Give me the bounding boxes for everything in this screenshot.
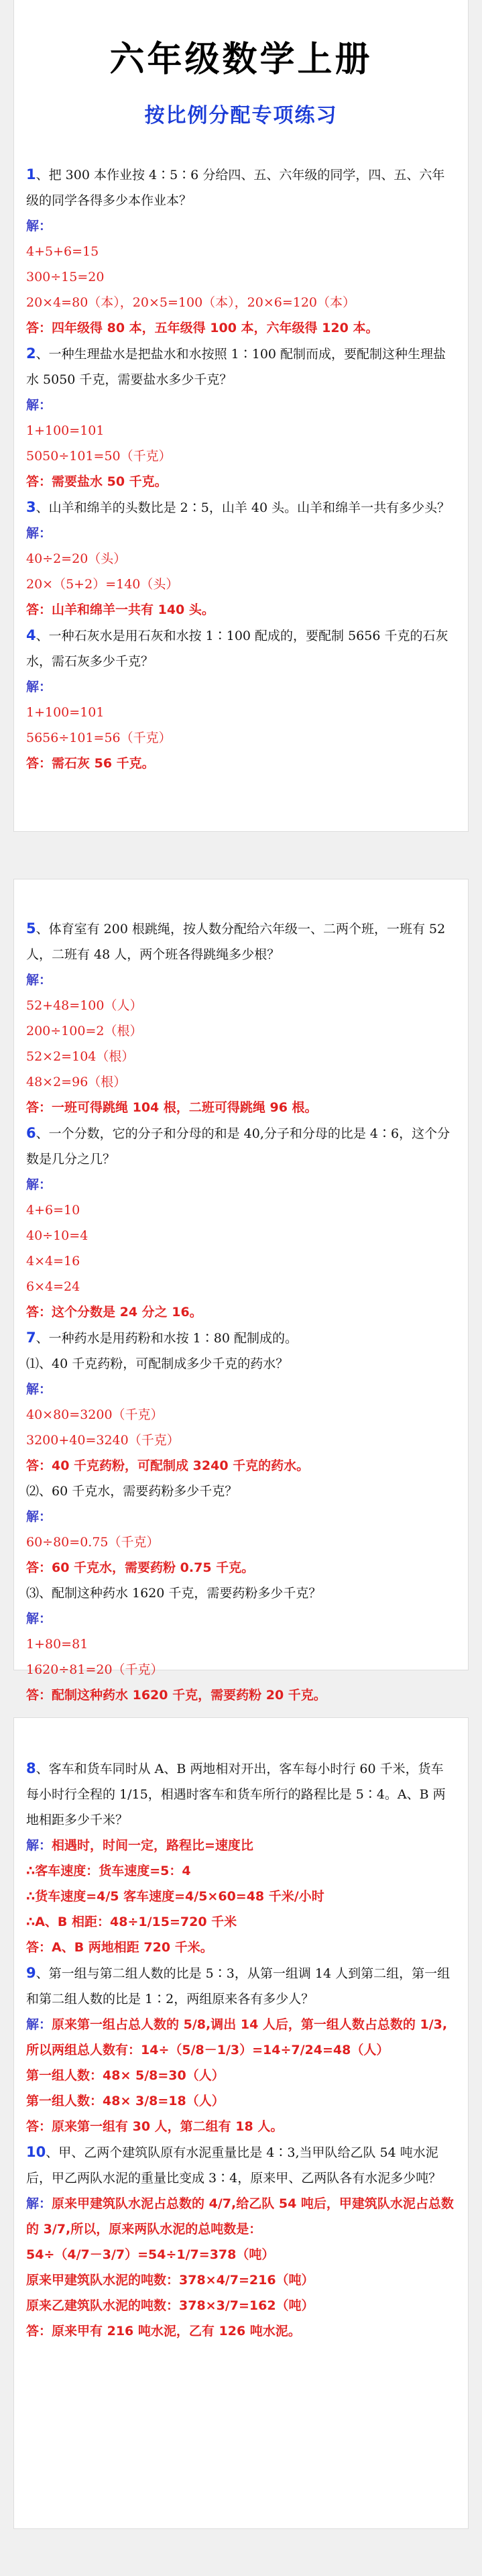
solution-step: 40÷2=20（头） — [26, 551, 127, 566]
answer-line: 答：原来甲有 216 吨水泥，乙有 126 吨水泥。 — [26, 2324, 301, 2339]
question-8 — [26, 1756, 456, 1833]
question-text: 、第一组与第二组人数的比是 5∶3，从第一组调 14 人到第二组，第一组和第二组人数的比是 1∶2，两组原来各有多少人？ — [26, 1966, 450, 2006]
question-text: 、甲、乙两个建筑队原有水泥重量比是 4∶3,当甲队给乙队 54 吨水泥后，甲乙两队水泥的重量比变成 3∶4，原来甲、乙两队各有水泥多少吨？ — [26, 2145, 442, 2186]
solution-step: 52×2=104（根） — [26, 1049, 135, 1064]
question-text: 、一种生理盐水是把盐水和水按照 1∶100 配制而成，要配制这种生理盐水 5050 千克，需要盐水多少千克？ — [26, 347, 446, 387]
solution-intro — [26, 1833, 456, 1858]
solution-step: ∴货车速度=4/5 客车速度=4/5×60=48 千米/小时 — [26, 1889, 324, 1904]
solution-label: 解： — [26, 1382, 52, 1397]
page-title: 六年级数学上册 — [109, 40, 373, 80]
solution-step: 原来乙建筑队水泥的吨数：378×3/7=162（吨） — [26, 2298, 314, 2313]
solution-step: 6×4=24 — [26, 1279, 80, 1294]
solution-text: 相遇时，时间一定，路程比=速度比 — [52, 1838, 253, 1853]
question-9 — [26, 1960, 456, 2012]
solution-label: 解： — [26, 1611, 52, 1626]
question-10 — [26, 2139, 456, 2191]
solution-label: 解： — [26, 2196, 52, 2211]
solution-label: 解： — [26, 1509, 52, 1524]
solution-step: 54÷（4/7－3/7）=54÷1/7=378（吨） — [26, 2247, 275, 2262]
question-text: 、体育室有 200 根跳绳，按人数分配给六年级一、二两个班，一班有 52 人，二班有 48 人，两个班各得跳绳多少根？ — [26, 922, 446, 962]
solution-step: 第一组人数：48× 5/8=30（人） — [26, 2068, 225, 2083]
question-text: 、山羊和绵羊的头数比是 2∶5，山羊 40 头。山羊和绵羊一共有多少头？ — [36, 500, 450, 515]
solution-step: 1+100=101 — [26, 423, 105, 438]
question-7 — [26, 1325, 456, 1351]
question-1 — [26, 162, 456, 213]
question-4 — [26, 623, 456, 674]
sub-question-3: ⑶、配制这种药水 1620 千克，需要药粉多少千克？ — [26, 1586, 322, 1601]
solution-label: 解： — [26, 680, 52, 694]
question-number: 8 — [26, 1760, 36, 1776]
question-number: 7 — [26, 1330, 36, 1346]
question-2 — [26, 341, 456, 392]
solution-step: 52+48=100（人） — [26, 998, 143, 1013]
solution-text: 原来甲建筑队水泥占总数的 4/7,给乙队 54 吨后，甲建筑队水泥占总数的 3/7,所以，原来两队水泥的总吨数是： — [26, 2196, 454, 2237]
worksheet-page-2 — [13, 879, 469, 1703]
solution-step: 4×4=16 — [26, 1254, 80, 1269]
solution-step: ∴客车速度：货车速度=5：4 — [26, 1864, 191, 1878]
solution-text: 原来第一组占总人数的 5/8,调出 14 人后，第一组人数占总数的 1/3, — [52, 2017, 448, 2032]
solution-step: 1+100=101 — [26, 705, 105, 720]
solution-step: 20×4=80（本），20×5=100（本），20×6=120（本） — [26, 295, 356, 310]
solution-label: 解： — [26, 398, 52, 413]
solution-step: 4+5+6=15 — [26, 244, 99, 259]
answer-line: 答：需石灰 56 千克。 — [26, 756, 155, 771]
answer-line: 答：配制这种药水 1620 千克，需要药粉 20 千克。 — [26, 1688, 326, 1703]
answer-line: 答：一班可得跳绳 104 根，二班可得跳绳 96 根。 — [26, 1100, 318, 1115]
answer-line: 答：山羊和绵羊一共有 140 头。 — [26, 602, 215, 617]
question-number: 2 — [26, 345, 36, 362]
question-number: 10 — [26, 2144, 46, 2160]
question-number: 6 — [26, 1125, 36, 1141]
question-number: 4 — [26, 627, 36, 643]
answer-line: 答：A、B 两地相距 720 千米。 — [26, 1940, 213, 1955]
solution-step: 40×80=3200（千克） — [26, 1407, 164, 1422]
solution-label: 解： — [26, 973, 52, 987]
answer-line: 答：原来第一组有 30 人，第二组有 18 人。 — [26, 2119, 284, 2134]
question-5 — [26, 916, 456, 967]
solution-step: 1+80=81 — [26, 1637, 88, 1652]
question-text: 、把 300 本作业按 4∶5∶6 分给四、五、六年级的同学，四、五、六年级的同学各得多少本作业本？ — [26, 168, 445, 208]
solution-label: 解： — [26, 2017, 52, 2032]
solution-step: 第一组人数：48× 3/8=18（人） — [26, 2094, 225, 2108]
worksheet-page-3 — [13, 1717, 469, 2529]
solution-step: 5050÷101=50（千克） — [26, 449, 172, 464]
solution-step: 3200+40=3240（千克） — [26, 1433, 180, 1448]
solution-step: 4+6=10 — [26, 1203, 80, 1218]
question-number: 5 — [26, 920, 36, 936]
solution-intro — [26, 2012, 456, 2037]
answer-line: 答：四年级得 80 本，五年级得 100 本，六年级得 120 本。 — [26, 321, 379, 335]
answer-line: 答：需要盐水 50 千克。 — [26, 474, 168, 489]
solution-label: 解： — [26, 1177, 52, 1192]
question-text: 、一种石灰水是用石灰和水按 1∶100 配成的，要配制 5656 千克的石灰水，需石灰多少千克？ — [26, 629, 448, 669]
solution-step: ∴A、B 相距：48÷1/15=720 千米 — [26, 1915, 237, 1929]
solution-step: 40÷10=4 — [26, 1228, 88, 1243]
question-text: 、客车和货车同时从 A、B 两地相对开出，客车每小时行 60 千米，货车每小时行全程的 1/15，相遇时客车和货车所行的路程比是 5∶4。A、B 两地相距多少千米？ — [26, 1762, 446, 1827]
solution-step: 48×2=96（根） — [26, 1075, 127, 1089]
solution-step: 20×（5+2）=140（头） — [26, 577, 179, 592]
solution-label: 解： — [26, 1838, 52, 1853]
question-number: 1 — [26, 166, 36, 182]
question-number: 3 — [26, 499, 36, 515]
solution-step: 5656÷101=56（千克） — [26, 731, 172, 745]
solution-step: 200÷100=2（根） — [26, 1024, 143, 1038]
solution-step: 所以两组总人数有：14÷（5/8－1/3）=14÷7/24=48（人） — [26, 2043, 389, 2057]
page-subtitle: 按比例分配专项练习 — [144, 104, 338, 127]
solution-step: 1620÷81=20（千克） — [26, 1662, 164, 1677]
solution-label: 解： — [26, 526, 52, 541]
sub-question-1: ⑴、40 千克药粉，可配制成多少千克的药水？ — [26, 1356, 289, 1371]
question-text: 、一个分数，它的分子和分母的和是 40,分子和分母的比是 4∶6，这个分数是几分之几？ — [26, 1126, 450, 1167]
question-number: 9 — [26, 1965, 36, 1981]
sub-question-2: ⑵、60 千克水，需要药粉多少千克？ — [26, 1484, 238, 1499]
solution-label: 解： — [26, 219, 52, 233]
question-3 — [26, 494, 456, 521]
answer-line: 答：这个分数是 24 分之 16。 — [26, 1305, 202, 1320]
worksheet-page-1 — [13, 0, 469, 832]
answer-line: 答：60 千克水，需要药粉 0.75 千克。 — [26, 1560, 255, 1575]
question-text: 、一种药水是用药粉和水按 1∶80 配制成的。 — [36, 1331, 298, 1346]
answer-line: 答：40 千克药粉，可配制成 3240 千克的药水。 — [26, 1458, 310, 1473]
solution-intro — [26, 2191, 456, 2242]
solution-step: 原来甲建筑队水泥的吨数：378×4/7=216（吨） — [26, 2273, 314, 2288]
solution-step: 300÷15=20 — [26, 270, 105, 284]
solution-step: 60÷80=0.75（千克） — [26, 1535, 160, 1550]
question-6 — [26, 1120, 456, 1172]
